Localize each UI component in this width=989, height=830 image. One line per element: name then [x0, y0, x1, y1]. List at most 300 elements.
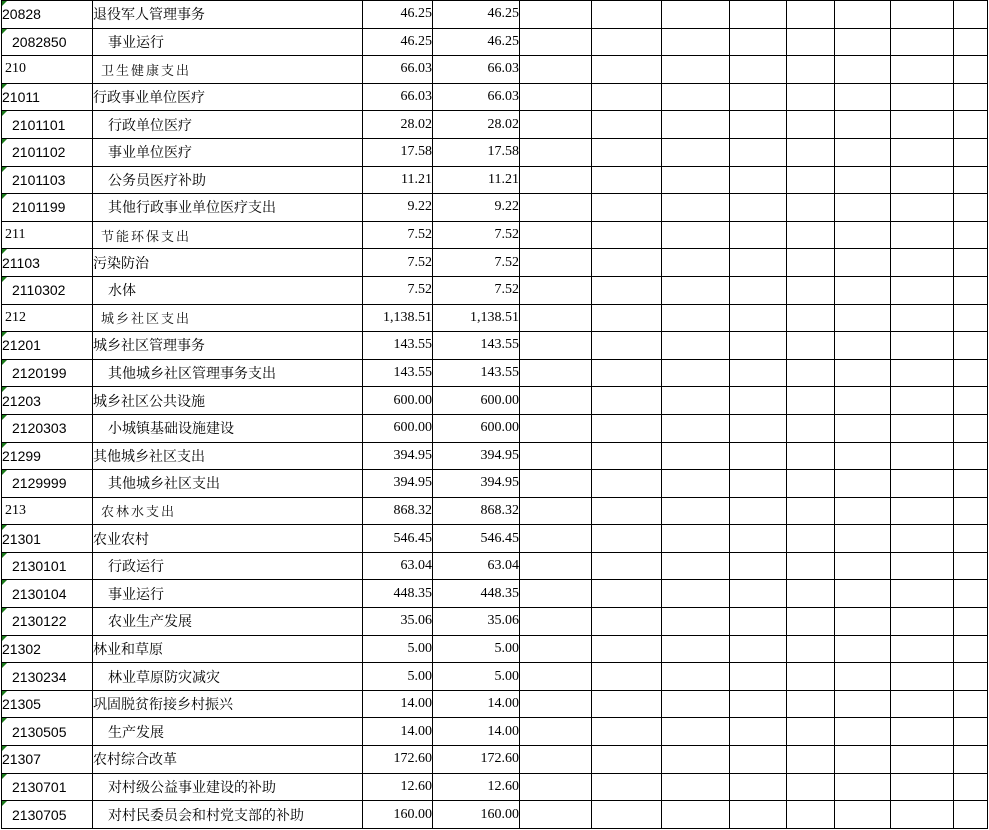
empty-cell[interactable]	[662, 194, 730, 222]
empty-cell[interactable]	[592, 608, 662, 636]
basic-expense-cell[interactable]: 160.00	[433, 801, 520, 829]
empty-cell[interactable]	[592, 332, 662, 360]
empty-cell[interactable]	[730, 221, 787, 249]
total-amount-cell[interactable]: 63.04	[363, 552, 433, 580]
empty-cell[interactable]	[662, 138, 730, 166]
empty-cell[interactable]	[592, 111, 662, 139]
empty-cell[interactable]	[592, 28, 662, 56]
subject-code-cell[interactable]: 2101103	[2, 166, 93, 194]
subject-name-cell[interactable]: 节能环保支出	[93, 221, 363, 249]
empty-cell[interactable]	[730, 249, 787, 277]
empty-cell[interactable]	[954, 552, 988, 580]
empty-cell[interactable]	[891, 801, 954, 829]
empty-cell[interactable]	[662, 414, 730, 442]
empty-cell[interactable]	[730, 690, 787, 718]
empty-cell[interactable]	[730, 442, 787, 470]
empty-cell[interactable]	[787, 497, 835, 525]
total-amount-cell[interactable]: 66.03	[363, 83, 433, 111]
empty-cell[interactable]	[730, 56, 787, 84]
basic-expense-cell[interactable]: 448.35	[433, 580, 520, 608]
empty-cell[interactable]	[592, 56, 662, 84]
empty-cell[interactable]	[520, 773, 592, 801]
total-amount-cell[interactable]: 5.00	[363, 663, 433, 691]
empty-cell[interactable]	[520, 663, 592, 691]
subject-name-cell[interactable]: 城乡社区支出	[93, 304, 363, 332]
empty-cell[interactable]	[891, 304, 954, 332]
empty-cell[interactable]	[954, 221, 988, 249]
empty-cell[interactable]	[520, 56, 592, 84]
total-amount-cell[interactable]: 600.00	[363, 414, 433, 442]
subject-name-cell[interactable]: 退役军人管理事务	[93, 1, 363, 29]
basic-expense-cell[interactable]: 11.21	[433, 166, 520, 194]
basic-expense-cell[interactable]: 868.32	[433, 497, 520, 525]
empty-cell[interactable]	[835, 56, 891, 84]
subject-name-cell[interactable]: 对村级公益事业建设的补助	[93, 773, 363, 801]
empty-cell[interactable]	[730, 83, 787, 111]
subject-code-cell[interactable]: 2130701	[2, 773, 93, 801]
empty-cell[interactable]	[520, 690, 592, 718]
subject-code-cell[interactable]: 21302	[2, 635, 93, 663]
empty-cell[interactable]	[662, 28, 730, 56]
basic-expense-cell[interactable]: 394.95	[433, 442, 520, 470]
basic-expense-cell[interactable]: 28.02	[433, 111, 520, 139]
empty-cell[interactable]	[662, 690, 730, 718]
basic-expense-cell[interactable]: 394.95	[433, 470, 520, 498]
empty-cell[interactable]	[954, 718, 988, 746]
total-amount-cell[interactable]: 448.35	[363, 580, 433, 608]
empty-cell[interactable]	[662, 304, 730, 332]
subject-code-cell[interactable]: 210	[2, 56, 93, 84]
total-amount-cell[interactable]: 46.25	[363, 28, 433, 56]
empty-cell[interactable]	[787, 635, 835, 663]
empty-cell[interactable]	[954, 470, 988, 498]
empty-cell[interactable]	[592, 552, 662, 580]
empty-cell[interactable]	[891, 138, 954, 166]
empty-cell[interactable]	[730, 28, 787, 56]
empty-cell[interactable]	[592, 718, 662, 746]
empty-cell[interactable]	[520, 801, 592, 829]
subject-name-cell[interactable]: 城乡社区公共设施	[93, 387, 363, 415]
empty-cell[interactable]	[520, 221, 592, 249]
empty-cell[interactable]	[835, 497, 891, 525]
empty-cell[interactable]	[592, 166, 662, 194]
empty-cell[interactable]	[662, 221, 730, 249]
basic-expense-cell[interactable]: 143.55	[433, 332, 520, 360]
empty-cell[interactable]	[662, 801, 730, 829]
total-amount-cell[interactable]: 546.45	[363, 525, 433, 553]
empty-cell[interactable]	[954, 56, 988, 84]
empty-cell[interactable]	[835, 525, 891, 553]
empty-cell[interactable]	[662, 497, 730, 525]
empty-cell[interactable]	[662, 56, 730, 84]
total-amount-cell[interactable]: 66.03	[363, 56, 433, 84]
empty-cell[interactable]	[520, 304, 592, 332]
empty-cell[interactable]	[730, 332, 787, 360]
empty-cell[interactable]	[662, 773, 730, 801]
empty-cell[interactable]	[835, 332, 891, 360]
empty-cell[interactable]	[835, 111, 891, 139]
empty-cell[interactable]	[662, 83, 730, 111]
empty-cell[interactable]	[730, 276, 787, 304]
total-amount-cell[interactable]: 11.21	[363, 166, 433, 194]
total-amount-cell[interactable]: 7.52	[363, 221, 433, 249]
subject-name-cell[interactable]: 行政事业单位医疗	[93, 83, 363, 111]
empty-cell[interactable]	[787, 442, 835, 470]
empty-cell[interactable]	[954, 1, 988, 29]
total-amount-cell[interactable]: 160.00	[363, 801, 433, 829]
empty-cell[interactable]	[954, 497, 988, 525]
empty-cell[interactable]	[954, 608, 988, 636]
empty-cell[interactable]	[835, 387, 891, 415]
subject-name-cell[interactable]: 巩固脱贫衔接乡村振兴	[93, 690, 363, 718]
empty-cell[interactable]	[954, 442, 988, 470]
subject-name-cell[interactable]: 事业单位医疗	[93, 138, 363, 166]
empty-cell[interactable]	[730, 304, 787, 332]
empty-cell[interactable]	[520, 746, 592, 774]
subject-name-cell[interactable]: 污染防治	[93, 249, 363, 277]
empty-cell[interactable]	[787, 194, 835, 222]
empty-cell[interactable]	[891, 359, 954, 387]
total-amount-cell[interactable]: 868.32	[363, 497, 433, 525]
subject-code-cell[interactable]: 2130234	[2, 663, 93, 691]
empty-cell[interactable]	[835, 28, 891, 56]
empty-cell[interactable]	[787, 387, 835, 415]
empty-cell[interactable]	[787, 304, 835, 332]
basic-expense-cell[interactable]: 143.55	[433, 359, 520, 387]
empty-cell[interactable]	[835, 138, 891, 166]
subject-code-cell[interactable]: 21203	[2, 387, 93, 415]
total-amount-cell[interactable]: 5.00	[363, 635, 433, 663]
empty-cell[interactable]	[787, 332, 835, 360]
basic-expense-cell[interactable]: 14.00	[433, 690, 520, 718]
subject-code-cell[interactable]: 21307	[2, 746, 93, 774]
empty-cell[interactable]	[954, 249, 988, 277]
empty-cell[interactable]	[787, 608, 835, 636]
empty-cell[interactable]	[787, 28, 835, 56]
empty-cell[interactable]	[954, 332, 988, 360]
empty-cell[interactable]	[891, 111, 954, 139]
empty-cell[interactable]	[730, 552, 787, 580]
empty-cell[interactable]	[835, 470, 891, 498]
empty-cell[interactable]	[520, 497, 592, 525]
empty-cell[interactable]	[954, 111, 988, 139]
empty-cell[interactable]	[730, 111, 787, 139]
empty-cell[interactable]	[730, 580, 787, 608]
empty-cell[interactable]	[954, 28, 988, 56]
empty-cell[interactable]	[592, 635, 662, 663]
empty-cell[interactable]	[730, 608, 787, 636]
empty-cell[interactable]	[835, 1, 891, 29]
subject-code-cell[interactable]: 2101102	[2, 138, 93, 166]
empty-cell[interactable]	[730, 138, 787, 166]
subject-code-cell[interactable]: 2129999	[2, 470, 93, 498]
empty-cell[interactable]	[592, 1, 662, 29]
empty-cell[interactable]	[662, 663, 730, 691]
empty-cell[interactable]	[592, 304, 662, 332]
empty-cell[interactable]	[787, 111, 835, 139]
empty-cell[interactable]	[592, 663, 662, 691]
empty-cell[interactable]	[835, 166, 891, 194]
empty-cell[interactable]	[954, 83, 988, 111]
empty-cell[interactable]	[662, 276, 730, 304]
total-amount-cell[interactable]: 28.02	[363, 111, 433, 139]
empty-cell[interactable]	[954, 635, 988, 663]
subject-code-cell[interactable]: 2130101	[2, 552, 93, 580]
subject-name-cell[interactable]: 城乡社区管理事务	[93, 332, 363, 360]
empty-cell[interactable]	[835, 194, 891, 222]
empty-cell[interactable]	[730, 746, 787, 774]
empty-cell[interactable]	[954, 359, 988, 387]
total-amount-cell[interactable]: 7.52	[363, 276, 433, 304]
subject-name-cell[interactable]: 事业运行	[93, 28, 363, 56]
empty-cell[interactable]	[891, 552, 954, 580]
empty-cell[interactable]	[954, 304, 988, 332]
empty-cell[interactable]	[787, 718, 835, 746]
subject-name-cell[interactable]: 农业农村	[93, 525, 363, 553]
empty-cell[interactable]	[520, 194, 592, 222]
empty-cell[interactable]	[835, 635, 891, 663]
empty-cell[interactable]	[891, 166, 954, 194]
empty-cell[interactable]	[520, 1, 592, 29]
basic-expense-cell[interactable]: 600.00	[433, 387, 520, 415]
empty-cell[interactable]	[662, 470, 730, 498]
empty-cell[interactable]	[592, 470, 662, 498]
empty-cell[interactable]	[954, 387, 988, 415]
subject-name-cell[interactable]: 林业和草原	[93, 635, 363, 663]
total-amount-cell[interactable]: 7.52	[363, 249, 433, 277]
total-amount-cell[interactable]: 35.06	[363, 608, 433, 636]
basic-expense-cell[interactable]: 66.03	[433, 83, 520, 111]
subject-name-cell[interactable]: 农林水支出	[93, 497, 363, 525]
empty-cell[interactable]	[835, 221, 891, 249]
subject-name-cell[interactable]: 公务员医疗补助	[93, 166, 363, 194]
empty-cell[interactable]	[787, 580, 835, 608]
empty-cell[interactable]	[520, 470, 592, 498]
empty-cell[interactable]	[835, 608, 891, 636]
empty-cell[interactable]	[891, 83, 954, 111]
basic-expense-cell[interactable]: 172.60	[433, 746, 520, 774]
subject-code-cell[interactable]: 2130104	[2, 580, 93, 608]
empty-cell[interactable]	[891, 387, 954, 415]
empty-cell[interactable]	[592, 83, 662, 111]
empty-cell[interactable]	[662, 387, 730, 415]
subject-code-cell[interactable]: 2082850	[2, 28, 93, 56]
empty-cell[interactable]	[891, 28, 954, 56]
empty-cell[interactable]	[520, 525, 592, 553]
empty-cell[interactable]	[787, 801, 835, 829]
empty-cell[interactable]	[891, 332, 954, 360]
subject-name-cell[interactable]: 生产发展	[93, 718, 363, 746]
subject-code-cell[interactable]: 2120303	[2, 414, 93, 442]
empty-cell[interactable]	[787, 414, 835, 442]
basic-expense-cell[interactable]: 46.25	[433, 28, 520, 56]
empty-cell[interactable]	[891, 470, 954, 498]
empty-cell[interactable]	[520, 83, 592, 111]
total-amount-cell[interactable]: 9.22	[363, 194, 433, 222]
total-amount-cell[interactable]: 1,138.51	[363, 304, 433, 332]
empty-cell[interactable]	[730, 194, 787, 222]
empty-cell[interactable]	[835, 746, 891, 774]
empty-cell[interactable]	[592, 276, 662, 304]
empty-cell[interactable]	[787, 552, 835, 580]
empty-cell[interactable]	[730, 635, 787, 663]
empty-cell[interactable]	[592, 497, 662, 525]
empty-cell[interactable]	[835, 580, 891, 608]
empty-cell[interactable]	[835, 359, 891, 387]
empty-cell[interactable]	[787, 276, 835, 304]
empty-cell[interactable]	[592, 690, 662, 718]
empty-cell[interactable]	[520, 138, 592, 166]
empty-cell[interactable]	[891, 1, 954, 29]
empty-cell[interactable]	[954, 525, 988, 553]
empty-cell[interactable]	[662, 635, 730, 663]
subject-name-cell[interactable]: 行政单位医疗	[93, 111, 363, 139]
empty-cell[interactable]	[954, 746, 988, 774]
empty-cell[interactable]	[662, 332, 730, 360]
total-amount-cell[interactable]: 143.55	[363, 359, 433, 387]
empty-cell[interactable]	[520, 580, 592, 608]
empty-cell[interactable]	[787, 359, 835, 387]
empty-cell[interactable]	[891, 608, 954, 636]
empty-cell[interactable]	[662, 746, 730, 774]
empty-cell[interactable]	[592, 194, 662, 222]
empty-cell[interactable]	[662, 111, 730, 139]
subject-name-cell[interactable]: 水体	[93, 276, 363, 304]
empty-cell[interactable]	[891, 194, 954, 222]
subject-name-cell[interactable]: 其他城乡社区支出	[93, 442, 363, 470]
empty-cell[interactable]	[662, 359, 730, 387]
empty-cell[interactable]	[787, 221, 835, 249]
empty-cell[interactable]	[787, 663, 835, 691]
total-amount-cell[interactable]: 14.00	[363, 718, 433, 746]
empty-cell[interactable]	[787, 525, 835, 553]
empty-cell[interactable]	[520, 608, 592, 636]
empty-cell[interactable]	[592, 746, 662, 774]
subject-name-cell[interactable]: 林业草原防灾减灾	[93, 663, 363, 691]
subject-name-cell[interactable]: 行政运行	[93, 552, 363, 580]
basic-expense-cell[interactable]: 7.52	[433, 249, 520, 277]
empty-cell[interactable]	[787, 746, 835, 774]
empty-cell[interactable]	[954, 690, 988, 718]
empty-cell[interactable]	[592, 525, 662, 553]
subject-code-cell[interactable]: 213	[2, 497, 93, 525]
empty-cell[interactable]	[891, 414, 954, 442]
subject-code-cell[interactable]: 21299	[2, 442, 93, 470]
subject-code-cell[interactable]: 2130122	[2, 608, 93, 636]
empty-cell[interactable]	[520, 276, 592, 304]
empty-cell[interactable]	[730, 801, 787, 829]
empty-cell[interactable]	[891, 56, 954, 84]
subject-code-cell[interactable]: 2110302	[2, 276, 93, 304]
empty-cell[interactable]	[835, 773, 891, 801]
subject-code-cell[interactable]: 21011	[2, 83, 93, 111]
empty-cell[interactable]	[835, 414, 891, 442]
empty-cell[interactable]	[891, 690, 954, 718]
basic-expense-cell[interactable]: 5.00	[433, 663, 520, 691]
basic-expense-cell[interactable]: 5.00	[433, 635, 520, 663]
empty-cell[interactable]	[592, 387, 662, 415]
empty-cell[interactable]	[592, 442, 662, 470]
subject-name-cell[interactable]: 其他行政事业单位医疗支出	[93, 194, 363, 222]
empty-cell[interactable]	[787, 690, 835, 718]
empty-cell[interactable]	[954, 414, 988, 442]
empty-cell[interactable]	[891, 442, 954, 470]
empty-cell[interactable]	[662, 580, 730, 608]
empty-cell[interactable]	[592, 773, 662, 801]
empty-cell[interactable]	[592, 801, 662, 829]
subject-code-cell[interactable]: 212	[2, 304, 93, 332]
empty-cell[interactable]	[730, 497, 787, 525]
subject-name-cell[interactable]: 其他城乡社区管理事务支出	[93, 359, 363, 387]
empty-cell[interactable]	[520, 359, 592, 387]
empty-cell[interactable]	[891, 773, 954, 801]
empty-cell[interactable]	[592, 580, 662, 608]
empty-cell[interactable]	[730, 718, 787, 746]
empty-cell[interactable]	[662, 1, 730, 29]
empty-cell[interactable]	[520, 414, 592, 442]
empty-cell[interactable]	[520, 635, 592, 663]
empty-cell[interactable]	[592, 249, 662, 277]
empty-cell[interactable]	[520, 332, 592, 360]
empty-cell[interactable]	[835, 663, 891, 691]
empty-cell[interactable]	[662, 525, 730, 553]
empty-cell[interactable]	[891, 663, 954, 691]
empty-cell[interactable]	[730, 1, 787, 29]
empty-cell[interactable]	[730, 359, 787, 387]
empty-cell[interactable]	[835, 442, 891, 470]
total-amount-cell[interactable]: 172.60	[363, 746, 433, 774]
empty-cell[interactable]	[730, 525, 787, 553]
empty-cell[interactable]	[520, 718, 592, 746]
empty-cell[interactable]	[520, 442, 592, 470]
total-amount-cell[interactable]: 46.25	[363, 1, 433, 29]
basic-expense-cell[interactable]: 46.25	[433, 1, 520, 29]
empty-cell[interactable]	[891, 221, 954, 249]
basic-expense-cell[interactable]: 66.03	[433, 56, 520, 84]
subject-code-cell[interactable]: 2130705	[2, 801, 93, 829]
subject-name-cell[interactable]: 事业运行	[93, 580, 363, 608]
basic-expense-cell[interactable]: 7.52	[433, 276, 520, 304]
empty-cell[interactable]	[891, 276, 954, 304]
empty-cell[interactable]	[787, 138, 835, 166]
subject-code-cell[interactable]: 2101199	[2, 194, 93, 222]
total-amount-cell[interactable]: 14.00	[363, 690, 433, 718]
empty-cell[interactable]	[835, 718, 891, 746]
subject-name-cell[interactable]: 对村民委员会和村党支部的补助	[93, 801, 363, 829]
empty-cell[interactable]	[520, 552, 592, 580]
empty-cell[interactable]	[662, 718, 730, 746]
empty-cell[interactable]	[592, 138, 662, 166]
empty-cell[interactable]	[835, 249, 891, 277]
empty-cell[interactable]	[835, 690, 891, 718]
total-amount-cell[interactable]: 394.95	[363, 442, 433, 470]
basic-expense-cell[interactable]: 600.00	[433, 414, 520, 442]
basic-expense-cell[interactable]: 14.00	[433, 718, 520, 746]
empty-cell[interactable]	[662, 552, 730, 580]
empty-cell[interactable]	[730, 414, 787, 442]
subject-name-cell[interactable]: 农村综合改革	[93, 746, 363, 774]
empty-cell[interactable]	[891, 635, 954, 663]
empty-cell[interactable]	[730, 470, 787, 498]
basic-expense-cell[interactable]: 7.52	[433, 221, 520, 249]
empty-cell[interactable]	[730, 773, 787, 801]
empty-cell[interactable]	[520, 28, 592, 56]
empty-cell[interactable]	[592, 359, 662, 387]
basic-expense-cell[interactable]: 546.45	[433, 525, 520, 553]
subject-code-cell[interactable]: 211	[2, 221, 93, 249]
total-amount-cell[interactable]: 17.58	[363, 138, 433, 166]
subject-code-cell[interactable]: 20828	[2, 1, 93, 29]
